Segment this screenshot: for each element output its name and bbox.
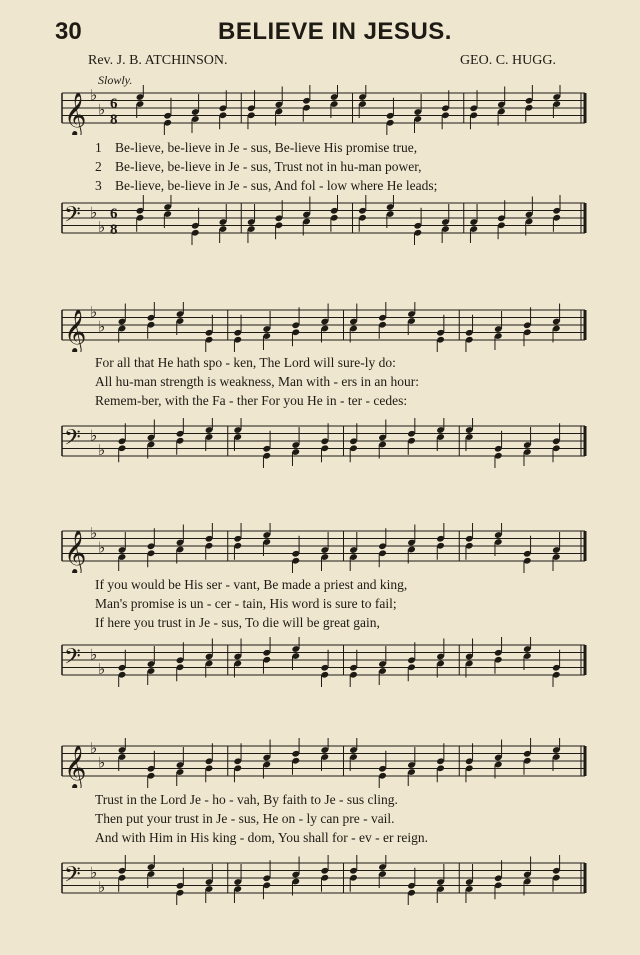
treble-clef-icon: 𝄞 bbox=[64, 309, 87, 352]
lyrics-system-4 bbox=[95, 790, 560, 847]
flat-sign-icon: ♭ bbox=[98, 440, 106, 459]
lyric-line bbox=[95, 575, 560, 594]
lyric-text: Be-lieve, be-lieve in Je - sus, And fol - low where He leads; bbox=[115, 178, 438, 193]
lyric-text: All hu-man strength is weakness, Man with - ers in an hour: bbox=[95, 374, 419, 389]
flat-sign-icon: ♭ bbox=[98, 538, 106, 557]
lyric-line bbox=[95, 176, 560, 195]
page-number: 30 bbox=[55, 18, 82, 45]
flat-sign-icon: ♭ bbox=[90, 863, 98, 882]
flat-sign-icon: ♭ bbox=[90, 86, 98, 104]
lyric-text: If you would be His ser - vant, Be made a priest and king, bbox=[95, 577, 408, 592]
lyric-text: Be-lieve, be-lieve in Je - sus, Be-lieve His promise true, bbox=[115, 140, 418, 155]
time-signature: 8 bbox=[110, 222, 118, 238]
composer-credit: GEO. C. HUGG. bbox=[459, 53, 556, 68]
lyric-line bbox=[95, 353, 560, 372]
lyric-line bbox=[95, 828, 560, 847]
treble-clef-icon: 𝄞 bbox=[64, 530, 87, 573]
tempo-marking: Slowly. bbox=[98, 73, 133, 87]
flat-sign-icon: ♭ bbox=[98, 217, 106, 236]
lyric-text: If here you trust in Je - sus, To die will be great gain, bbox=[95, 615, 380, 630]
flat-sign-icon: ♭ bbox=[98, 100, 106, 119]
lyric-line bbox=[95, 157, 560, 176]
flat-sign-icon: ♭ bbox=[90, 739, 98, 757]
treble-clef-icon: 𝄞 bbox=[64, 745, 87, 788]
lyric-line bbox=[95, 138, 560, 157]
verse-number: 1 bbox=[95, 140, 102, 155]
bass-staff-1 bbox=[0, 195, 640, 245]
bass-clef-icon: 𝄢 bbox=[64, 202, 81, 233]
lyric-text: For all that He hath spo - ken, The Lord will sure-ly do: bbox=[95, 355, 396, 370]
time-signature: 8 bbox=[110, 112, 118, 128]
lyric-line bbox=[95, 594, 560, 613]
lyric-line bbox=[95, 613, 560, 632]
flat-sign-icon: ♭ bbox=[90, 524, 98, 542]
lyric-text: And with Him in His king - dom, You shall for - ev - er reign. bbox=[95, 830, 428, 845]
hymn-title: BELIEVE IN JESUS. bbox=[218, 18, 452, 45]
lyric-text: Be-lieve, be-lieve in Je - sus, Trust not in hu-man power, bbox=[115, 159, 422, 174]
verse-number: 3 bbox=[95, 178, 102, 193]
lyric-text: Trust in the Lord Je - ho - vah, By faith to Je - sus cling. bbox=[95, 792, 398, 807]
flat-sign-icon: ♭ bbox=[90, 426, 98, 445]
lyrics-system-2 bbox=[95, 353, 560, 410]
treble-staff-3 bbox=[0, 523, 640, 573]
lyricist-credit: Rev. J. B. ATCHINSON. bbox=[88, 53, 228, 68]
time-signature: 6 bbox=[110, 96, 118, 112]
treble-staff-4 bbox=[0, 738, 640, 788]
treble-staff-1 bbox=[0, 85, 640, 135]
bass-clef-icon: 𝄢 bbox=[64, 644, 81, 675]
flat-sign-icon: ♭ bbox=[98, 877, 106, 896]
flat-sign-icon: ♭ bbox=[98, 317, 106, 336]
flat-sign-icon: ♭ bbox=[90, 645, 98, 664]
time-signature: 6 bbox=[110, 206, 118, 222]
bass-clef-icon: 𝄢 bbox=[64, 425, 81, 456]
bass-staff-2 bbox=[0, 418, 640, 468]
flat-sign-icon: ♭ bbox=[98, 753, 106, 772]
flat-sign-icon: ♭ bbox=[90, 303, 98, 321]
lyric-text: Man's promise is un - cer - tain, His word is sure to fail; bbox=[95, 596, 397, 611]
lyric-text: Then put your trust in Je - sus, He on - ly can pre - vail. bbox=[95, 811, 395, 826]
flat-sign-icon: ♭ bbox=[98, 659, 106, 678]
treble-staff-2 bbox=[0, 302, 640, 352]
lyrics-system-3 bbox=[95, 575, 560, 632]
flat-sign-icon: ♭ bbox=[90, 203, 98, 222]
bass-clef-icon: 𝄢 bbox=[64, 862, 81, 893]
lyric-line bbox=[95, 372, 560, 391]
bass-staff-3 bbox=[0, 637, 640, 687]
lyric-line bbox=[95, 391, 560, 410]
bass-staff-4 bbox=[0, 855, 640, 905]
lyrics-system-1 bbox=[95, 138, 560, 195]
verse-number: 2 bbox=[95, 159, 102, 174]
treble-clef-icon: 𝄞 bbox=[64, 92, 87, 135]
lyric-line bbox=[95, 809, 560, 828]
lyric-line bbox=[95, 790, 560, 809]
lyric-text: Remem-ber, with the Fa - ther For you He in - ter - cedes: bbox=[95, 393, 408, 408]
